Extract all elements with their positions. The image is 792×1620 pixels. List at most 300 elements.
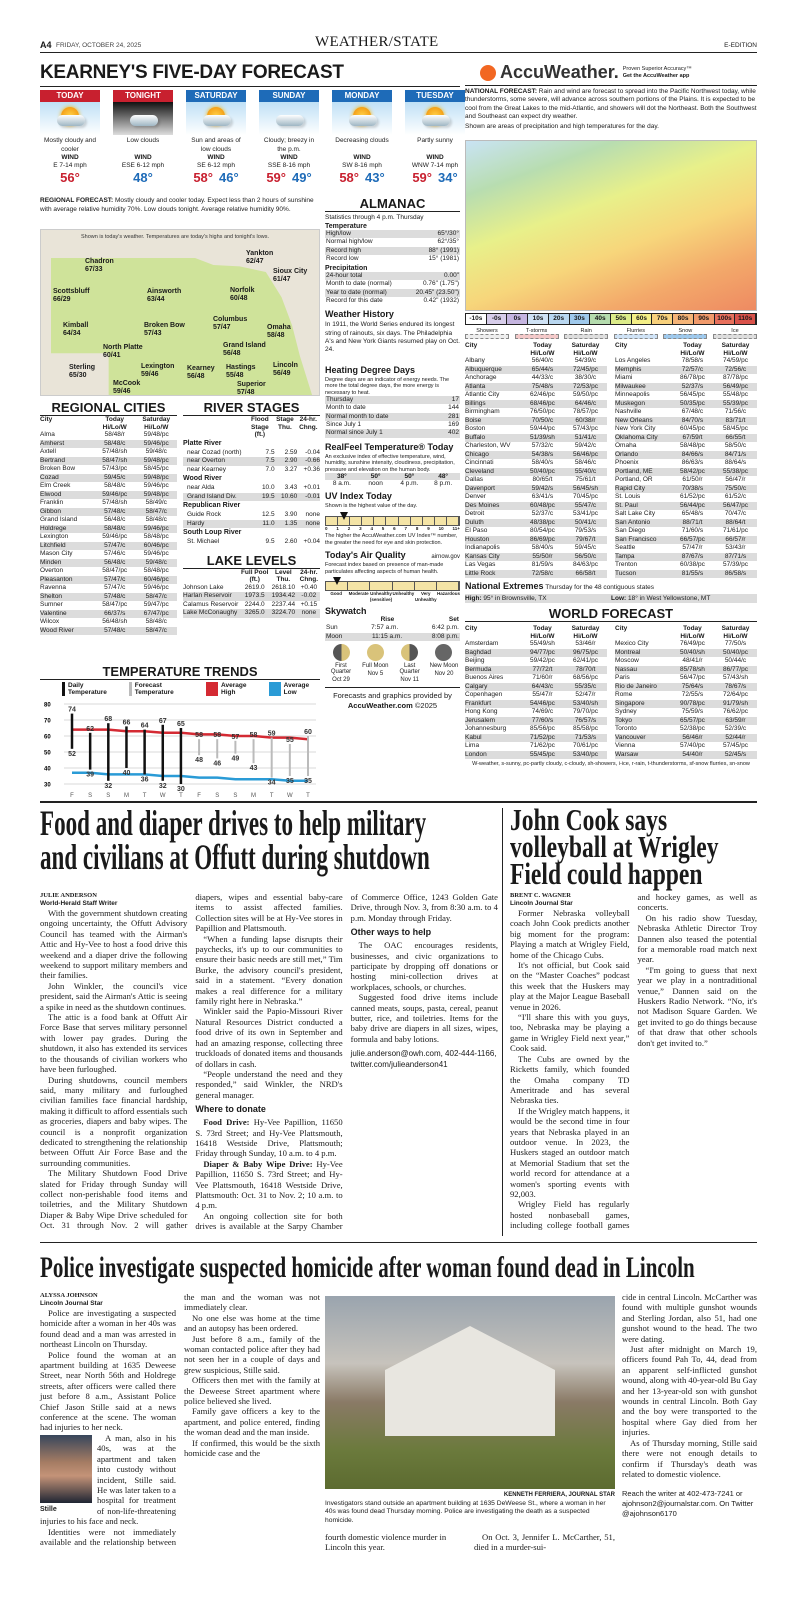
tick-label: 0	[325, 525, 328, 531]
table-cell: 2.59	[284, 448, 298, 456]
band-80s: 80s	[673, 314, 694, 324]
gauge-name: near Kearney	[187, 465, 227, 473]
city-name: Sioux City	[273, 268, 308, 275]
paragraph: “When a funding lapse disrupts their paychecks, it's up to our communities to ensure their basic needs are still met,” Tim Burke, the advisory council's president, said in a statement. “Every donation makes a real difference for a military family right here in Nebraska.”	[195, 933, 343, 1007]
table-cell: 86/63/s	[681, 459, 704, 466]
city-name: Los Angeles	[615, 357, 651, 364]
x-tick-label: F	[197, 793, 201, 798]
table-cell: 66/58/t	[575, 569, 596, 577]
national-forecast	[465, 60, 757, 131]
river-group-republican-river: Republican River	[183, 502, 241, 509]
row-label: Record for this date	[326, 297, 383, 305]
table-cell: 57/47/c	[104, 541, 126, 549]
row-label: High/low	[326, 230, 351, 237]
sun-cloud-icon	[40, 102, 100, 135]
table-cell: 78/57/pc	[573, 408, 598, 415]
food-drive-details: Hy-Vee Papillion, 11650 S. 73rd Street; and Hy-Vee Plattsmouth, 16418 Westside Drive, Plattsmouth; Friday through Sunday, 10 a.m. to 4 p.m.	[195, 1117, 343, 1159]
x-tick-label: S	[233, 793, 238, 798]
table-row	[465, 640, 607, 649]
city-name: Detroit	[465, 510, 485, 517]
table-cell: 87/67/s	[681, 552, 704, 560]
wind-label: WIND	[61, 154, 79, 161]
city-name: Baghdad	[465, 648, 492, 656]
precipitation-legend	[465, 328, 757, 339]
table-cell: 72/56/c	[724, 365, 747, 373]
table-cell: 58/47/c	[145, 626, 167, 634]
city-temp: 60/41	[103, 351, 121, 359]
column-header: Saturday Hi/Lo/W	[571, 625, 600, 640]
x-tick-label: F	[70, 793, 74, 798]
map-city-omaha	[267, 324, 291, 339]
city-name: San Diego	[615, 527, 646, 534]
city-name: North Platte	[103, 344, 143, 351]
table-row	[465, 442, 607, 451]
table-row	[465, 519, 607, 528]
band-60s: 60s	[632, 314, 653, 324]
column-header: City	[465, 342, 478, 349]
high-temp: 56°	[60, 170, 80, 185]
skywatch-row	[325, 633, 460, 641]
column-header: Full Pool (ft.)	[240, 568, 269, 583]
low-temp: 48°	[133, 170, 153, 185]
paragraph: “People understand the need and they responded,” said Winkler, the NRD's general manager.	[195, 1068, 343, 1100]
table-row	[615, 674, 757, 683]
moon-date: Nov 5	[367, 670, 384, 677]
regional-cities-table	[40, 416, 177, 635]
city-name: Chadron	[85, 258, 114, 265]
day-label: SUNDAY	[259, 90, 319, 102]
table-cell: 50/41/c	[574, 518, 597, 526]
table-row	[183, 592, 320, 601]
column-header: Rise	[380, 616, 395, 624]
table-cell: 77/72/t	[532, 665, 553, 673]
national-extremes	[465, 581, 757, 603]
table-cell: 58/48/r	[104, 431, 125, 438]
temperature-rows	[325, 230, 460, 263]
table-cell: 56/49/pc	[723, 382, 748, 390]
paragraph: It's not official, but Cook said on the “Master Coaches” podcast this week that the Huskers may play at the Major League Baseball venue in 2026.	[510, 960, 630, 1012]
city-name: Paris	[615, 674, 630, 681]
tick-label: 1	[336, 525, 339, 531]
table-cell: 66/57/pc	[679, 535, 705, 543]
table-row	[615, 725, 757, 734]
diaper-drive-details: Hy-Vee Papillion, 11650 S. 73rd Street; and Hy-Vee Plattsmouth, 16418 Westside Drive, Plattsmouth: Oct. 31 to Nov. 2; 10 a.m. to 4 p.m.	[195, 1158, 343, 1211]
table-row	[40, 627, 177, 636]
table-cell: 84/70/s	[681, 416, 704, 424]
table-cell: 59/46/pc	[102, 533, 128, 540]
table-cell: 78/67/s	[724, 682, 747, 690]
table-cell: 84/71/s	[724, 450, 747, 458]
table-cell: 71/60/s	[681, 527, 704, 534]
city-name: Albany	[465, 357, 485, 364]
table-row	[40, 491, 177, 500]
city-name: Johannesburg	[465, 725, 507, 732]
forecast-day-tuesday	[405, 90, 465, 185]
city-name: Nashville	[615, 408, 642, 415]
table-cell: +0.01	[303, 484, 320, 491]
gauge-name: near Overton	[187, 457, 225, 464]
table-cell: 59/42/c	[574, 442, 597, 449]
row-label: Month to date	[326, 404, 366, 412]
table-row	[615, 640, 757, 649]
city-name: Vancouver	[615, 733, 646, 741]
table-row	[615, 544, 757, 553]
table-cell: 58/47/c	[145, 592, 167, 600]
table-row	[465, 536, 607, 545]
table-cell: 58/48/pc	[143, 567, 169, 574]
regional-forecast-label: REGIONAL FORECAST:	[40, 197, 114, 204]
temperature-trends-title: TEMPERATURE TRENDS	[40, 664, 320, 680]
city-name: Omaha	[615, 442, 637, 449]
almanac-row	[325, 396, 460, 404]
table-row	[183, 601, 320, 610]
table-cell: 78/70/t	[575, 665, 596, 673]
table-row	[465, 417, 607, 426]
table-row	[40, 593, 177, 602]
reach-writer[interactable]: Reach the writer at 402-473-7241 or ajohnson2@journalstar.com. On Twitter @ajohnson6170	[622, 1489, 754, 1519]
table-cell: 58/47/pc	[102, 567, 128, 574]
accuweather-tagline	[623, 66, 692, 80]
table-cell: 76/50/pc	[529, 408, 555, 415]
map-city-superior	[237, 381, 266, 396]
table-cell: none	[301, 609, 317, 616]
table-cell: 65/48/s	[681, 510, 704, 517]
cloud-icon	[276, 115, 304, 126]
city-name: Portland, ME	[615, 467, 653, 475]
precip-swatch	[564, 334, 608, 339]
table-cell: 7.5	[265, 457, 275, 464]
weather-history-title: Weather History	[325, 309, 394, 320]
cloud-icon	[130, 115, 158, 126]
table-cell: 56/48/sh	[102, 618, 128, 625]
almanac-row	[325, 255, 460, 263]
high-temp: 58°	[193, 170, 213, 185]
gauge-name: Hardy	[187, 519, 205, 527]
table-row	[615, 691, 757, 700]
table-row	[465, 366, 607, 375]
city-name: Rome	[615, 691, 633, 698]
temperatures	[332, 171, 392, 185]
city-temp: 57/47	[213, 323, 231, 331]
table-row	[465, 459, 607, 468]
city-name: London	[465, 750, 487, 758]
precip-flurries	[614, 328, 658, 339]
city-temp: 59/46	[113, 387, 131, 395]
table-row	[615, 510, 757, 519]
city-name: Billings	[465, 399, 486, 407]
map-city-chadron	[85, 258, 114, 273]
city-name: Buffalo	[465, 433, 486, 441]
table-cell: 71/53/s	[574, 733, 597, 741]
table-cell: none	[305, 519, 320, 527]
stille-mugshot	[40, 1435, 92, 1503]
police-article-right-column	[622, 1292, 757, 1519]
table-cell: 75/59/s	[681, 708, 704, 715]
city-name: Orlando	[615, 450, 639, 458]
table-cell: 88/71/t	[682, 518, 703, 526]
extreme-high: 95° in Brownsville, TX	[483, 595, 547, 602]
table-row	[40, 431, 177, 440]
city-name: Mason City	[40, 550, 73, 557]
table-row	[615, 400, 757, 409]
precip-t-storms	[515, 328, 559, 339]
air-source: airnow.gov	[431, 554, 460, 561]
table-cell: 58/47/pc	[102, 601, 128, 608]
x-tick-label: M	[251, 793, 257, 798]
river-stages-table	[183, 416, 320, 547]
table-cell: 61/52/c	[724, 493, 747, 500]
table-cell: 52/39/c	[724, 725, 747, 732]
map-note: Shown are areas of precipitation and high temperatures for the day.	[465, 123, 659, 131]
table-cell: 59/48/pc	[143, 490, 169, 498]
table-body	[465, 640, 607, 759]
temperatures	[40, 171, 100, 185]
row-label: Normal month to date	[326, 412, 389, 420]
row-value: 88° (1991)	[428, 246, 459, 254]
table-cell: 70/45/pc	[573, 493, 598, 500]
table-cell: 84/66/s	[681, 450, 704, 458]
table-row	[183, 484, 320, 493]
tick-label: Unhealthy	[392, 591, 415, 597]
wind-label: WIND	[280, 154, 298, 161]
table-cell: 58/42/pc	[679, 467, 705, 475]
table-cell: 54/39/c	[574, 357, 597, 364]
regional-forecast	[40, 197, 320, 214]
skywatch-cell: Moon	[326, 632, 343, 640]
realfeel-time: 8 a.m.	[332, 480, 351, 488]
world-forecast-title: WORLD FORECAST	[465, 606, 757, 622]
table-row	[465, 527, 607, 536]
forecast-description: Cloudy; breezy in the p.m.	[263, 137, 315, 153]
temperature-trends	[40, 664, 320, 803]
tagline-2: Get the AccuWeather app	[622, 72, 690, 79]
table-cell: 3.43	[284, 484, 298, 491]
byline-author: ALYSSA JOHNSON	[40, 1292, 98, 1299]
high-label: 58	[249, 732, 258, 740]
lake-levels	[183, 553, 320, 618]
table-cell: 2.60	[284, 538, 298, 545]
table-cell: 58/47/sh	[102, 456, 128, 464]
credit-line: Forecasts and graphics provided by	[333, 690, 452, 700]
band-70s: 70s	[652, 314, 673, 324]
table-cell: 2.90	[284, 457, 298, 464]
table-cell: 56/48/c	[104, 558, 126, 566]
day-label: SATURDAY	[186, 90, 246, 102]
table-cell: 71/52/pc	[529, 733, 555, 741]
table-cell: 3.90	[284, 511, 298, 518]
chart-legend	[40, 682, 320, 696]
city-temp: 60/48	[230, 294, 248, 302]
moon-date: Nov 11	[400, 676, 419, 683]
table-cell: 72/64/pc	[723, 691, 748, 698]
table-row	[465, 408, 607, 417]
city-name: Seattle	[615, 544, 636, 551]
author-contact[interactable]: julie.anderson@owh.com, 402-444-1166, twitter.com/julieanderson41	[350, 1049, 497, 1069]
table-cell: 2244.0	[244, 600, 265, 608]
table-cell: 77/60/s	[531, 716, 554, 724]
city-name: Cincinnati	[465, 459, 494, 466]
precip-swatch	[614, 334, 658, 339]
band-40s: 40s	[590, 314, 611, 324]
column-header: 24-hr. Chng.	[299, 568, 319, 583]
low-temp: 34°	[438, 170, 458, 185]
city-name: Vienna	[615, 742, 636, 749]
table-row	[40, 474, 177, 483]
moon-phase-name: First Quarter	[330, 662, 352, 675]
paragraph: John Winkler, the council's vice president, said the Airman's Attic is seeing a spike in need as the shutdown continues.	[40, 980, 188, 1012]
almanac-row	[325, 238, 460, 246]
x-tick-label: W	[159, 793, 166, 798]
river-rows	[183, 538, 320, 547]
column-header: 24-hr. Chng.	[299, 416, 318, 431]
table-cell: 58/48/c	[145, 516, 167, 523]
table-cell: 52/44/r	[725, 733, 746, 741]
bar-segment	[350, 517, 362, 525]
stats-note: Statistics through 4 p.m. Thursday	[325, 214, 424, 221]
paragraph: Just before 8 a.m., family of the woman contacted police after they had not seen her in a couple of days and grew suspicious, Stille said.	[184, 1333, 320, 1375]
table-row	[465, 742, 607, 751]
city-name: Tampa	[615, 552, 635, 560]
table-row	[465, 657, 607, 666]
gauge-name: Grand Island Div.	[187, 492, 237, 500]
city-name: Omaha	[267, 324, 291, 331]
bar-segment	[435, 517, 447, 525]
row-value: 62°/35°	[437, 238, 459, 246]
table-cell: 51/41/c	[574, 433, 597, 441]
table-cell: 58/48/pc	[143, 533, 169, 540]
city-name: Calamus Reservoir	[183, 600, 239, 608]
map-city-broken-bow	[144, 322, 185, 337]
table-cell: -0.02	[301, 592, 317, 599]
us-weather-map	[465, 140, 757, 311]
city-name: Salt Lake City	[615, 510, 656, 517]
column-header: City	[40, 416, 53, 423]
tick-label: 4	[370, 525, 373, 531]
table-cell: 65/44/s	[531, 365, 554, 373]
wind-value: E 7-14 mph	[53, 162, 87, 169]
table-row	[465, 700, 607, 709]
table-cell: 59/46/pc	[143, 584, 169, 591]
map-city-lexington	[141, 363, 174, 378]
map-city-north-platte	[103, 344, 143, 359]
precip-label: Ice	[731, 328, 739, 334]
almanac	[325, 196, 460, 711]
headline-line-2: volleyball at Wrigley	[510, 829, 719, 864]
table-cell: +0.40	[300, 583, 318, 591]
table-cell: 72/57/c	[681, 365, 704, 373]
natfc-body: Rain and wind are forecast to spread into the Pacific Northwest today, while thunderstorms, some severe, will advance across southern portions of the Plains. It is expected to be cool from the Great Lakes to the mid-Atlantic, and showers will dot the Northeast. Both the Southwest and Southeast can expect dry weather.	[465, 88, 757, 120]
table-cell: 56/48/c	[104, 516, 126, 523]
table-cell: 50/40/sh	[679, 648, 705, 656]
moon-phase-name: Last Quarter	[399, 662, 420, 675]
table-cell: 53/46/r	[575, 640, 596, 647]
table-cell: 76/62/pc	[723, 708, 748, 715]
precip-swatch	[465, 334, 509, 339]
issue-date: FRIDAY, OCTOBER 24, 2025	[56, 42, 142, 49]
table-cell: 1973.5	[244, 592, 265, 599]
moon-date: Nov 20	[434, 670, 454, 677]
high-temp: 58°	[339, 170, 359, 185]
air-quality-bar	[325, 581, 460, 591]
table-cell: 70/50/c	[531, 416, 554, 424]
table-cell: +0.15	[300, 600, 318, 608]
table-header	[615, 342, 757, 357]
city-name: Milwaukee	[615, 382, 646, 390]
city-name: Denver	[465, 493, 486, 500]
temperatures	[186, 171, 246, 185]
table-cell: 57/43/pc	[573, 425, 598, 432]
table-cell: 57/43/pc	[102, 465, 128, 472]
row-label: Record low	[326, 254, 359, 262]
city-name: Anchorage	[465, 374, 497, 381]
table-cell: 86/77/pc	[723, 665, 748, 673]
byline-author: BRENT C. WAGNER	[510, 892, 571, 899]
city-name: Bermuda	[465, 665, 492, 673]
paragraph: A man, also in his 40s, was at the apartment and taken into custody without incident, Stille said. He was later taken to a hospital for treatment of non-life-threatening injuries to his face and neck.	[40, 1432, 176, 1527]
lake-levels-title: LAKE LEVELS	[183, 553, 320, 569]
table-row	[615, 527, 757, 536]
low-label: 34	[267, 779, 276, 787]
column-header: Today Hi/Lo/W	[102, 416, 127, 431]
table-cell: 55/49/sh	[529, 640, 555, 647]
precip-snow	[663, 328, 707, 339]
table-row	[615, 657, 757, 666]
band-110s: 110s	[735, 314, 756, 324]
city-name: Copenhagen	[465, 691, 503, 698]
world-table-right	[615, 625, 757, 759]
city-name: Frankfurt	[465, 699, 492, 707]
uv-index-bar	[325, 516, 460, 526]
column-header: Set	[448, 616, 459, 624]
table-row	[465, 374, 607, 383]
map-city-lincoln	[273, 362, 298, 377]
city-name: Oklahoma City	[615, 433, 658, 441]
bar-segment	[423, 517, 435, 525]
help-paragraph-1: The OAC encourages residents, businesses, and civic organizations to participate by dropping off donations or hosting mini-collection drives at workplaces, schools, or churches.	[350, 940, 498, 992]
precip-swatch	[663, 334, 707, 339]
map-city-sterling	[69, 364, 95, 379]
city-name: Kabul	[465, 733, 482, 741]
regional-cities	[40, 400, 177, 635]
national-and-world-tables	[465, 342, 757, 768]
table-row	[183, 466, 320, 475]
almanac-row	[325, 272, 460, 280]
city-name: Rapid City	[615, 484, 645, 492]
table-cell: 50/44/c	[724, 657, 747, 664]
city-name: Pleasanton	[40, 575, 73, 583]
table-body	[183, 584, 320, 618]
x-tick-label: T	[306, 793, 310, 798]
column-header: Saturday Hi/Lo/W	[571, 342, 600, 357]
city-name: Houston	[465, 535, 490, 543]
table-cell: 66/57/r	[725, 535, 746, 543]
national-forecast-text	[465, 88, 757, 121]
river-rows	[183, 484, 320, 501]
table-cell: 56/46/r	[682, 733, 703, 741]
table-cell: 55/38/pc	[723, 467, 748, 475]
cloud-icon	[57, 115, 85, 126]
paragraph: “I'll share this with you guys, too, Nebraska may be playing a game in Wrigley Field next year,” Cook said.	[510, 1012, 630, 1054]
table-row	[40, 482, 177, 491]
city-name: San Francisco	[615, 535, 657, 543]
forecast-day-monday	[332, 90, 392, 185]
page-number: A4	[40, 40, 52, 50]
police-article-body	[40, 1292, 320, 1564]
city-name: Wilcox	[40, 618, 60, 625]
wind-value: SE 6-12 mph	[197, 162, 235, 169]
low-label: 52	[68, 750, 76, 758]
x-tick-label: T	[142, 793, 147, 798]
